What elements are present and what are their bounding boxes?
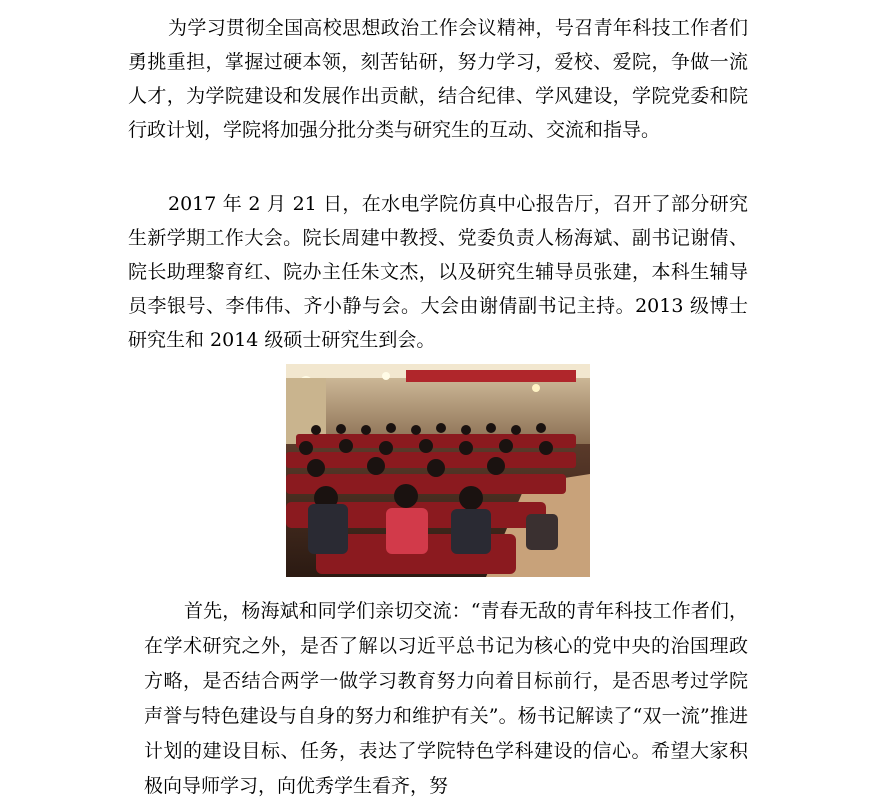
- paragraph-speech: 首先，杨海斌和同学们亲切交流：“青春无敌的青年科技工作者们，在学术研究之外，是否了解以习近平总书记为核心的党中央的治国理政方略，是否结合两学一做学习教育努力向着目标前行，是否思考过学院声誉与特色建设与自身的努力和维护有关”。杨书记解读了“双一流”推进计划的建设目标、任务，表达了学院特色学科建设的信心。希望大家积极向导师学习，向优秀学生看齐，努: [144, 600, 748, 797]
- paragraph-meeting-details: 2017 年 2 月 21 日，在水电学院仿真中心报告厅，召开了部分研究生新学期工作大会。院长周建中教授、党委负责人杨海斌、副书记谢倩、院长助理黎育红、院办主任朱文杰，以及研究生辅导员张建，本科生辅导员李银号、李伟伟、齐小静与会。大会由谢倩副书记主持。2013 级博士研究生和 2014 级硕士研究生到会。: [128, 193, 748, 351]
- paragraph-intro: 为学习贯彻全国高校思想政治工作会议精神，号召青年科技工作者们勇挑重担，掌握过硬本领，刻苦钻研，努力学习，爱校、爱院，争做一流人才，为学院建设和发展作出贡献，结合纪律、学风建设，学院党委和院行政计划，学院将加强分批分类与研究生的互动、交流和指导。: [128, 17, 748, 141]
- meeting-photo-graphic: [286, 364, 590, 577]
- meeting-photo: [286, 364, 590, 577]
